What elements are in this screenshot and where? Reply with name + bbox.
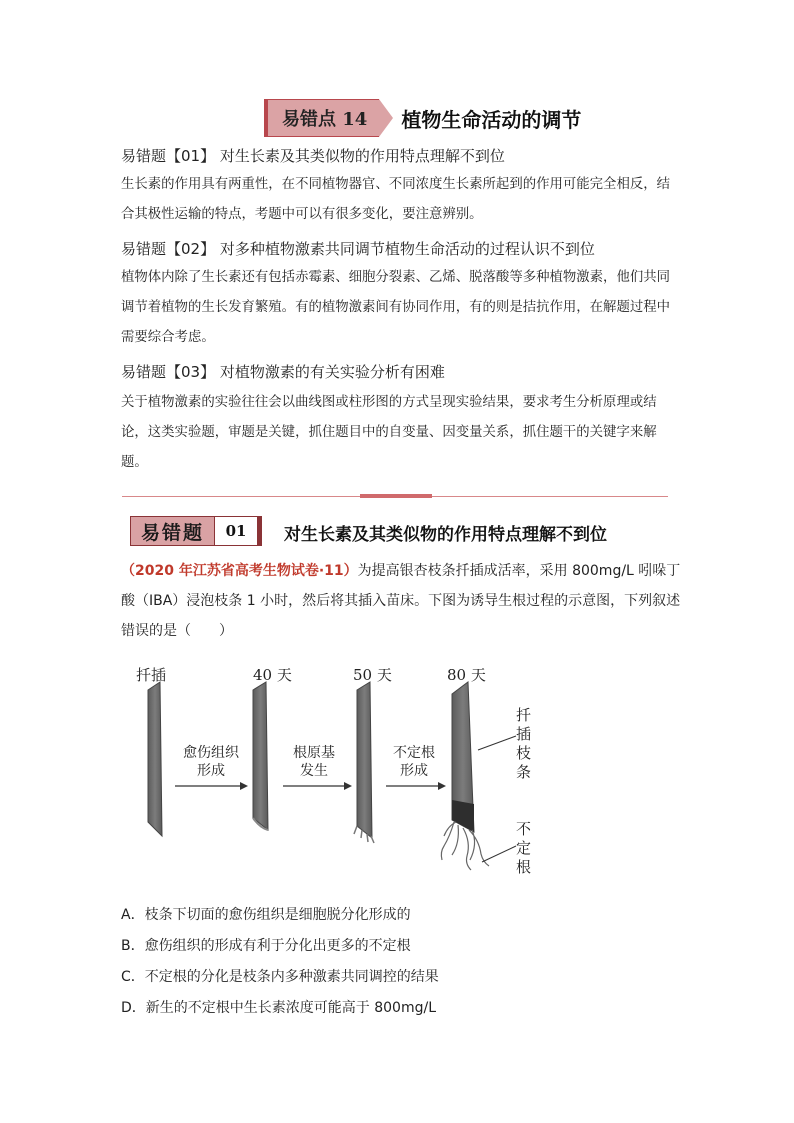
stage-label-3: 50 天 bbox=[353, 666, 392, 684]
arrow-2 bbox=[283, 782, 352, 790]
question-tag-bar bbox=[258, 516, 262, 546]
section-body-2: 植物体内除了生长素还有包括赤霉素、细胞分裂素、乙烯、脱落酸等多种植物激素，他们共同调节着植物的生长发育繁殖。有的植物激素间有协同作用，有的则是拮抗作用，在解题过程中需要综合考虑。 bbox=[121, 270, 671, 345]
pointer-cutting bbox=[478, 736, 516, 750]
rooting-diagram bbox=[120, 660, 550, 890]
cutting-stage-3 bbox=[354, 682, 374, 843]
cutting-stage-1 bbox=[148, 682, 162, 836]
arrow-label-3-line1: 不定根 bbox=[393, 745, 435, 761]
question-tag-label: 易错题 bbox=[130, 516, 215, 546]
arrow-label-1-line1: 愈伤组织 bbox=[183, 745, 239, 761]
divider-accent bbox=[360, 494, 432, 498]
arrow-3 bbox=[386, 782, 446, 790]
title-text: 植物生命活动的调节 bbox=[401, 107, 582, 132]
pointer-root bbox=[482, 846, 516, 862]
stage-label-4: 80 天 bbox=[447, 666, 486, 684]
question-title: 对生长素及其类似物的作用特点理解不到位 bbox=[284, 525, 607, 545]
arrow-label-1-line2: 形成 bbox=[197, 763, 225, 779]
section-body-1: 生长素的作用具有两重性，在不同植物器官、不同浓度生长素所起到的作用可能完全相反，结合其极性运输的特点，考题中可以有很多变化，要注意辨别。 bbox=[121, 177, 671, 222]
cutting-stage-2 bbox=[253, 682, 268, 830]
arrow-label-2-line1: 根原基 bbox=[293, 745, 335, 761]
question-source: （2020 年江苏省高考生物试卷·11） bbox=[121, 563, 358, 579]
arrow-label-3-line2: 形成 bbox=[400, 763, 428, 779]
section-heading-1: 易错题【01】 对生长素及其类似物的作用特点理解不到位 bbox=[121, 147, 505, 165]
arrow-label-2-line2: 发生 bbox=[300, 763, 328, 779]
stage-label-1: 扦插 bbox=[136, 666, 167, 684]
arrow-1 bbox=[175, 782, 248, 790]
question-tag bbox=[130, 516, 262, 546]
option-d[interactable]: D．新生的不定根中生长素浓度可能高于 800mg/L bbox=[121, 1000, 436, 1016]
title-tag: 易错点 14 bbox=[264, 99, 379, 137]
section-body-3: 关于植物激素的实验往往会以曲线图或柱形图的方式呈现实验结果，要求考生分析原理或结论，这类实验题，审题是关键，抓住题目中的自变量、因变量关系，抓住题干的关键字来解题。 bbox=[121, 395, 657, 470]
option-c[interactable]: C．不定根的分化是枝条内多种激素共同调控的结果 bbox=[121, 969, 439, 985]
question-tag-number: 01 bbox=[215, 516, 258, 546]
arrow-label-3 bbox=[388, 744, 440, 780]
cutting-stage-4 bbox=[441, 682, 489, 870]
label-cutting: 扦插枝条 bbox=[516, 706, 532, 781]
question-stem bbox=[121, 556, 681, 646]
arrow-label-1 bbox=[180, 744, 242, 780]
section-heading-3: 易错题【03】 对植物激素的有关实验分析有困难 bbox=[121, 363, 445, 381]
option-a[interactable]: A．枝条下切面的愈伤组织是细胞脱分化形成的 bbox=[121, 907, 411, 923]
arrow-label-2 bbox=[288, 744, 340, 780]
label-root: 不定根 bbox=[516, 820, 532, 876]
option-b[interactable]: B．愈伤组织的形成有利于分化出更多的不定根 bbox=[121, 938, 411, 954]
section-heading-2: 易错题【02】 对多种植物激素共同调节植物生命活动的过程认识不到位 bbox=[121, 240, 595, 258]
page-title bbox=[264, 100, 581, 136]
stage-label-2: 40 天 bbox=[253, 666, 292, 684]
question-stem-text: 为提高银杏枝条扦插成活率，采用 800mg/L 吲哚丁酸（IBA）浸泡枝条 1 小时，然后将其插入苗床。下图为诱导生根过程的示意图，下列叙述错误的是（ ） bbox=[121, 563, 681, 639]
